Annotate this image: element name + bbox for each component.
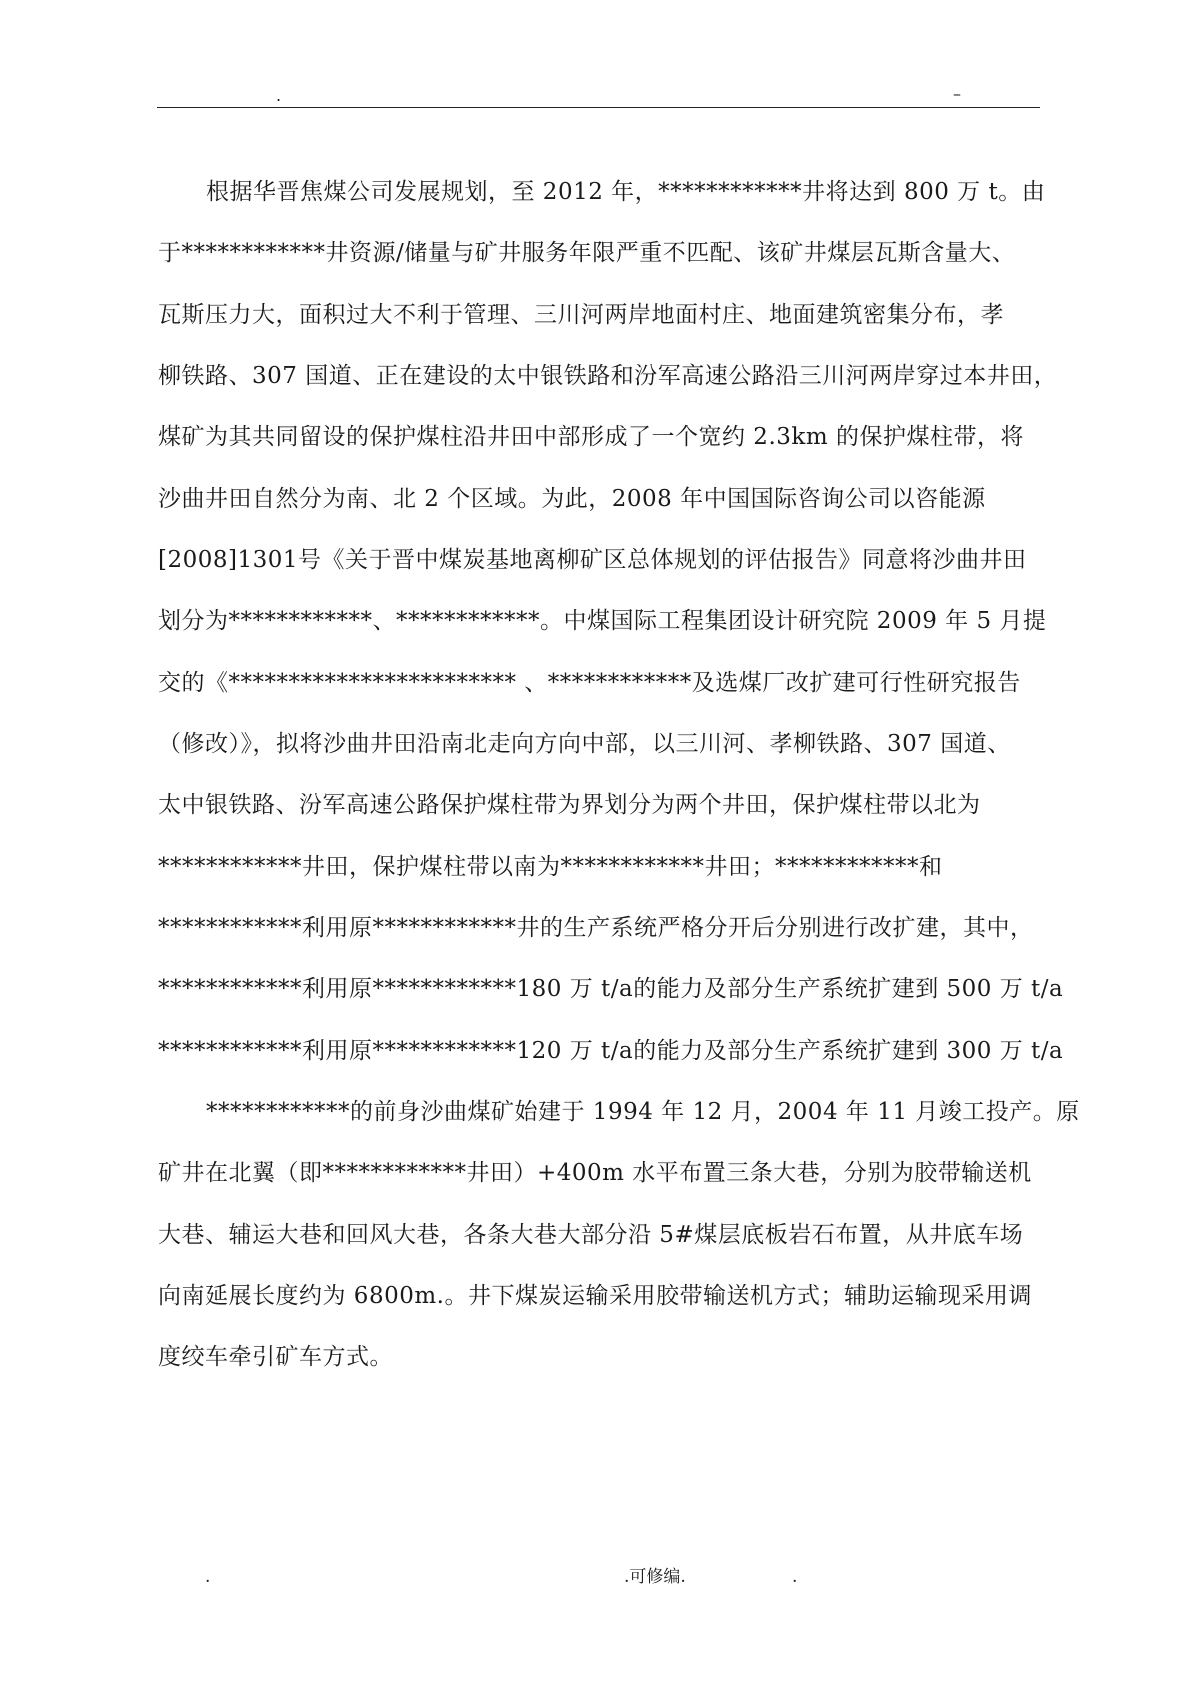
paragraph-1-line-3: 瓦斯压力大，面积过大不利于管理、三川河两岸地面村庄、地面建筑密集分布，孝 bbox=[158, 302, 1004, 328]
paragraph-1-line-9: 交的《************************ 、************及选煤厂改扩建可行性研究报告 bbox=[158, 670, 1021, 696]
paragraph-1-line-5: 煤矿为其共同留设的保护煤柱沿井田中部形成了一个宽约 2.3km 的保护煤柱带，将 bbox=[158, 424, 1024, 450]
paragraph-2-line-1: ************的前身沙曲煤矿始建于 1994 年 12 月，2004 年 11 月竣工投产。原 bbox=[206, 1099, 1080, 1125]
paragraph-1-line-7: [2008]1301号《关于晋中煤炭基地离柳矿区总体规划的评估报告》同意将沙曲井田 bbox=[158, 547, 1027, 573]
paragraph-2-line-2: 矿井在北翼（即************井田）+400m 水平布置三条大巷，分别为胶带输送机 bbox=[158, 1160, 1032, 1186]
paragraph-1-line-12: ************井田，保护煤柱带以南为************井田；************和 bbox=[158, 854, 943, 880]
paragraph-1-line-11: 太中银铁路、汾军高速公路保护煤柱带为界划分为两个井田，保护煤柱带以北为 bbox=[158, 792, 981, 818]
paragraph-2-line-3: 大巷、辅运大巷和回风大巷，各条大巷大部分沿 5#煤层底板岩石布置，从井底车场 bbox=[158, 1222, 1024, 1248]
paragraph-1-line-10: （修改）》，拟将沙曲井田沿南北走向方向中部，以三川河、孝柳铁路、307 国道、 bbox=[158, 731, 1011, 757]
paragraph-1-line-15: ************利用原************120 万 t/a的能力及部分生产系统扩建到 300 万 t/a bbox=[158, 1038, 1064, 1064]
footer-left-mark: . bbox=[205, 1567, 211, 1587]
header-rule bbox=[157, 107, 1040, 108]
paragraph-2-line-4: 向南延展长度约为 6800m.。井下煤炭运输采用胶带输送机方式；辅助运输现采用调 bbox=[158, 1283, 1032, 1309]
header-left-mark: . bbox=[276, 86, 282, 105]
paragraph-1-line-4: 柳铁路、307 国道、正在建设的太中银铁路和汾军高速公路沿三川河两岸穿过本井田， bbox=[158, 363, 1058, 389]
paragraph-2-line-5: 度绞车牵引矿车方式。 bbox=[158, 1344, 393, 1370]
paragraph-1-line-6: 沙曲井田自然分为南、北 2 个区域。为此，2008 年中国国际咨询公司以咨能源 bbox=[158, 486, 986, 512]
header-right-mark: – bbox=[953, 84, 961, 103]
paragraph-1-line-13: ************利用原************井的生产系统严格分开后分别进行改扩建，其中， bbox=[158, 915, 1034, 941]
paragraph-1-line-1: 根据华晋焦煤公司发展规划，至 2012 年，************井将达到 800 万 t。由 bbox=[206, 179, 1046, 205]
paragraph-1-line-8: 划分为************、************。中煤国际工程集团设计研究院 2009 年 5 月提 bbox=[158, 608, 1047, 634]
footer-center-text: .可修编. bbox=[624, 1567, 686, 1587]
paragraph-1-line-2: 于************井资源/储量与矿井服务年限严重不匹配、该矿井煤层瓦斯含量大、 bbox=[158, 240, 1016, 266]
footer-right-mark: . bbox=[792, 1567, 798, 1587]
paragraph-1-line-14: ************利用原************180 万 t/a的能力及部分生产系统扩建到 500 万 t/a bbox=[158, 976, 1064, 1002]
